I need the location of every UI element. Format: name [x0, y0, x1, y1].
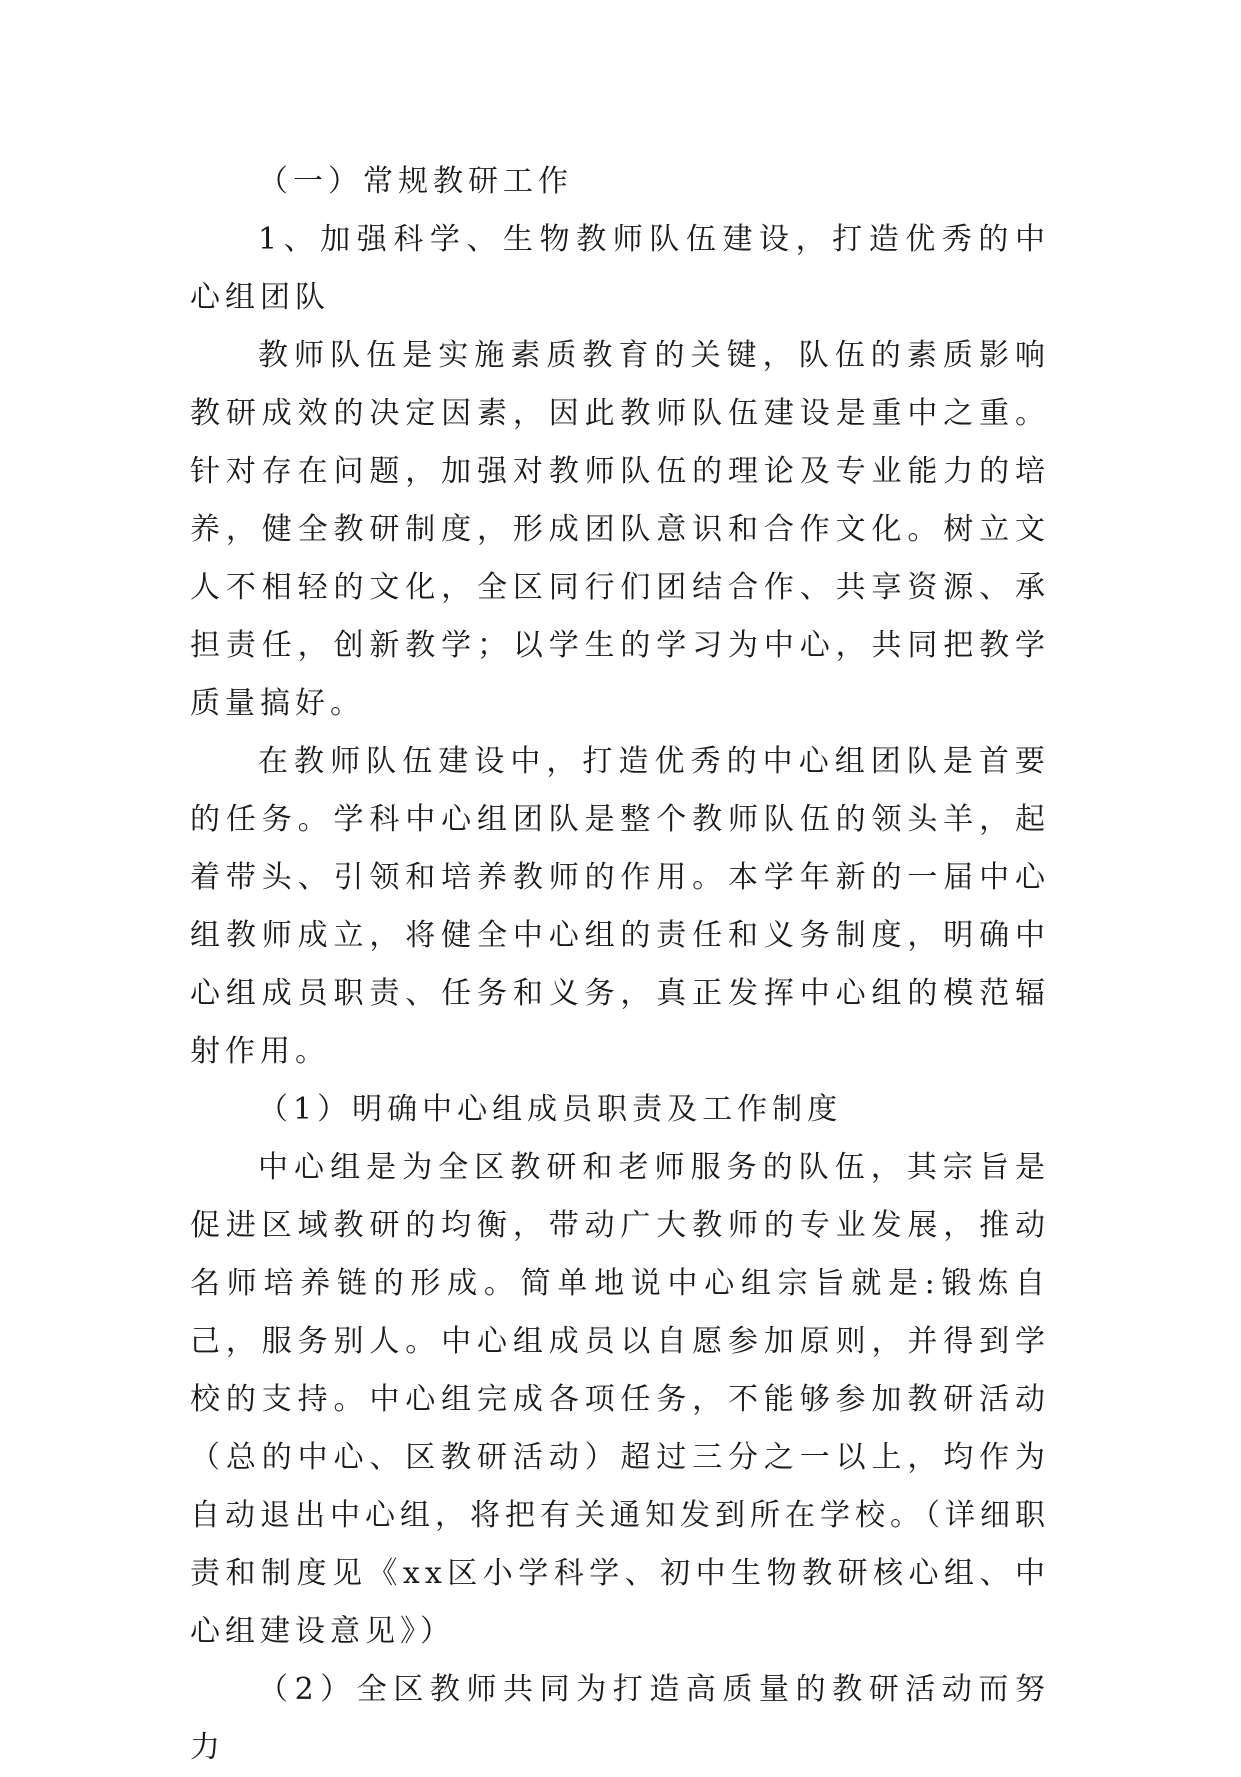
- subsection-heading: 1、加强科学、生物教师队伍建设，打造优秀的中心组团队: [190, 222, 1050, 315]
- item-heading: （2）全区教师共同为打造高质量的教研活动而努力: [190, 1672, 1050, 1765]
- body-paragraph: 教师队伍是实施素质教育的关键，队伍的素质影响教研成效的决定因素，因此教师队伍建设是重中之重。针对存在问题，加强对教师队伍的理论及专业能力的培养，健全教研制度，形成团队意识和合作文化。树立文人不相轻的文化，全区同行们团结合作、共享资源、承担责任，创新教学；以学生的学习为中心，共同把教学质量搞好。: [190, 338, 1050, 721]
- body-paragraph: 在教师队伍建设中，打造优秀的中心组团队是首要的任务。学科中心组团队是整个教师队伍的领头羊，起着带头、引领和培养教师的作用。本学年新的一届中心组教师成立，将健全中心组的责任和义务制度，明确中心组成员职责、任务和义务，真正发挥中心组的模范辐射作用。: [190, 744, 1050, 1069]
- item-heading: （1）明确中心组成员职责及工作制度: [258, 1092, 843, 1127]
- section-heading: （一）常规教研工作: [258, 164, 573, 199]
- document-body: [190, 153, 1050, 1777]
- body-paragraph: 中心组是为全区教研和老师服务的队伍，其宗旨是促进区域教研的均衡，带动广大教师的专业发展，推动名师培养链的形成。简单地说中心组宗旨就是:锻炼自己，服务别人。中心组成员以自愿参加原则，并得到学校的支持。中心组完成各项任务，不能够参加教研活动（总的中心、区教研活动）超过三分之一以上，均作为自动退出中心组，将把有关通知发到所在学校。（详细职责和制度见《xx区小学科学、初中生物教研核心组、中心组建设意见》）: [190, 1150, 1050, 1649]
